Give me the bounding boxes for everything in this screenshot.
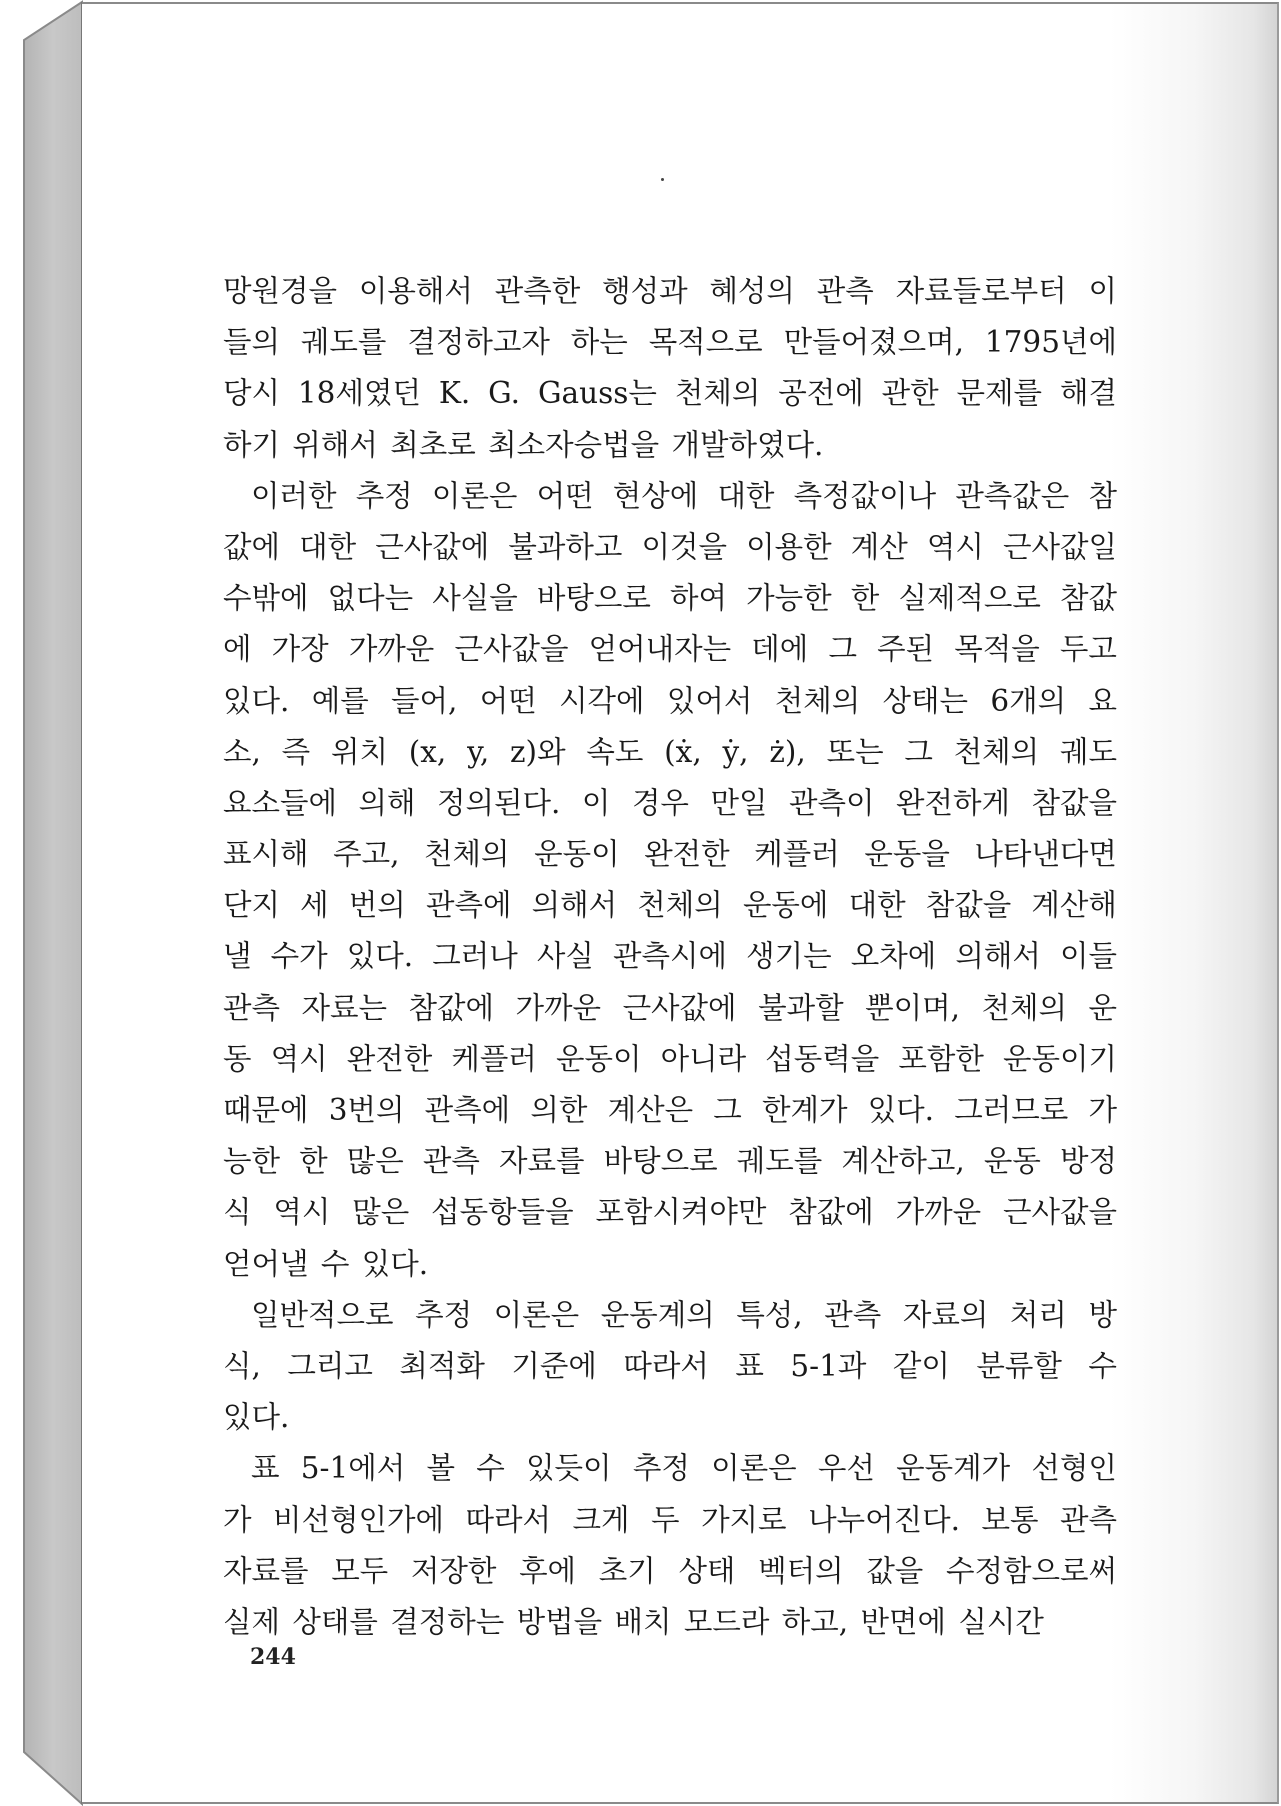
paragraph — [223, 1290, 1117, 1444]
text-line: 가 비선형인가에 따라서 크게 두 가지로 나누어진다. 보통 관측 — [223, 1502, 1117, 1537]
text-line: 단지 세 번의 관측에 의해서 천체의 운동에 대한 참값을 계산해 — [223, 888, 1117, 923]
text-line: 망원경을 이용해서 관측한 행성과 혜성의 관측 자료들로부터 이 — [223, 274, 1117, 308]
text-line: 실제 상태를 결정하는 방법을 배치 모드라 하고, 반면에 실시간 — [223, 1604, 1044, 1639]
text-line: 때문에 3번의 관측에 의한 계산은 그 한계가 있다. 그러므로 가 — [223, 1093, 1117, 1127]
text-line: 요소들에 의해 정의된다. 이 경우 만일 관측이 완전하게 참값을 — [223, 785, 1117, 820]
text-line: 식 역시 많은 섭동항들을 포함시켜야만 참값에 가까운 근사값을 — [223, 1195, 1117, 1230]
text-line: 이러한 추정 이론은 어떤 현상에 대한 측정값이나 관측값은 참 — [251, 478, 1117, 513]
text-line: 수밖에 없다는 사실을 바탕으로 하여 가능한 한 실제적으로 참값 — [223, 581, 1117, 616]
text-line: 있다. 예를 들어, 어떤 시각에 있어서 천체의 상태는 6개의 요 — [223, 683, 1117, 718]
text-line: 자료를 모두 저장한 후에 초기 상태 벡터의 값을 수정함으로써 — [223, 1553, 1117, 1588]
text-line: 있다. — [223, 1400, 290, 1435]
text-line: 들의 궤도를 결정하고자 하는 목적으로 만들어졌으며, 1795년에 — [223, 325, 1117, 360]
text-line: 관측 자료는 참값에 가까운 근사값에 불과할 뿐이며, 천체의 운 — [223, 990, 1117, 1025]
text-line: 하기 위해서 최초로 최소자승법을 개발하였다. — [223, 427, 824, 462]
text-line: 능한 한 많은 관측 자료를 바탕으로 궤도를 계산하고, 운동 방정 — [223, 1144, 1117, 1179]
text-line: 표 5-1에서 볼 수 있듯이 추정 이론은 우선 운동계가 선형인 — [251, 1451, 1117, 1486]
text-line: 낼 수가 있다. 그러나 사실 관측시에 생기는 오차에 의해서 이들 — [223, 939, 1117, 974]
text-line: 당시 18세였던 K. G. Gauss는 천체의 공전에 관한 문제를 해결 — [223, 376, 1117, 411]
text-line: 값에 대한 근사값에 불과하고 이것을 이용한 계산 역시 근사값일 — [223, 529, 1117, 564]
paragraph — [223, 266, 1117, 471]
text-line: 에 가장 가까운 근사값을 얻어내자는 데에 그 주된 목적을 두고 — [223, 632, 1117, 667]
text-line: 소, 즉 위치 (x, y, z)와 속도 (ẋ, ẏ, ż), 또는 그 천체의 궤도 — [223, 734, 1117, 769]
paragraph — [223, 471, 1117, 1290]
body-text — [223, 266, 1117, 1648]
text-line: 얻어낼 수 있다. — [223, 1246, 429, 1281]
text-line: 동 역시 완전한 케플러 운동이 아니라 섭동력을 포함한 운동이기 — [223, 1041, 1117, 1076]
text-line: 식, 그리고 최적화 기준에 따라서 표 5-1과 같이 분류할 수 — [223, 1348, 1117, 1383]
text-line: 일반적으로 추정 이론은 운동계의 특성, 관측 자료의 처리 방 — [251, 1297, 1117, 1332]
paragraph — [223, 1443, 1117, 1648]
page-speck — [661, 178, 664, 181]
page-number: 244 — [250, 1644, 296, 1670]
text-line: 표시해 주고, 천체의 운동이 완전한 케플러 운동을 나타낸다면 — [223, 837, 1117, 872]
